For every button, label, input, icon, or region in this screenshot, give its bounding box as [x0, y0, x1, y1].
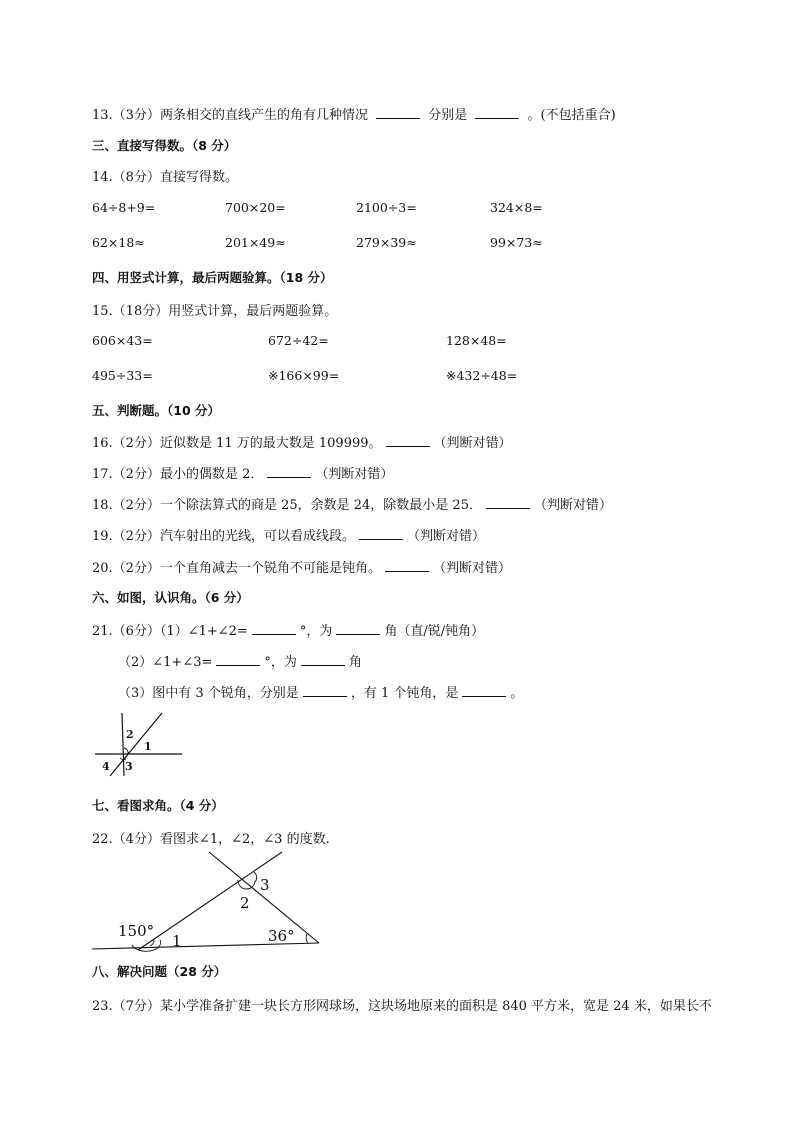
vertical-calc-item: ※166×99=	[268, 368, 340, 383]
answer-blank[interactable]	[359, 527, 403, 540]
calc-item: 64÷8+9=	[92, 200, 156, 215]
calc-item: 99×73≈	[490, 235, 543, 250]
vertical-calc-item: ※432÷48=	[446, 368, 518, 383]
q17-suffix: （判断对错）	[315, 467, 394, 482]
calc-item: 279×39≈	[356, 235, 417, 250]
q19-suffix: （判断对错）	[406, 529, 485, 544]
answer-blank[interactable]	[475, 106, 519, 119]
angle-label-3: 3	[125, 760, 133, 773]
question-19	[92, 525, 485, 544]
question-21-part-1	[92, 620, 484, 639]
answer-blank[interactable]	[301, 653, 345, 666]
right-side-line	[209, 852, 319, 943]
angle-figure-2	[88, 850, 328, 954]
answer-blank[interactable]	[336, 622, 380, 635]
q21a-text: 21.（6分）（1）∠1+∠2=	[92, 624, 248, 639]
angle-label-4: 4	[102, 760, 110, 773]
angle-arc	[124, 748, 128, 754]
section-heading-6: 六、如图，认识角。（6 分）	[92, 590, 249, 605]
question-22: 22.（4分）看图求∠1，∠2，∠3 的度数.	[92, 832, 330, 847]
q20-suffix: （判断对错）	[432, 561, 511, 576]
question-18	[92, 494, 612, 513]
q21b-post: 角	[348, 655, 362, 670]
answer-blank[interactable]	[386, 434, 430, 447]
q21a-mid: °，为	[299, 624, 333, 639]
angle-label-1: 1	[144, 740, 152, 753]
diagonal-line	[110, 713, 162, 776]
calc-item: 2100÷3=	[356, 200, 417, 215]
angle-figure-1	[90, 710, 200, 780]
vertical-calc-item: 606×43=	[92, 333, 153, 348]
angle-arc	[306, 934, 308, 943]
q16-suffix: （判断对错）	[433, 436, 512, 451]
q21b-mid: °，为	[264, 655, 297, 670]
question-20	[92, 557, 511, 576]
angle-label-2: 2	[240, 894, 250, 912]
section-heading-5: 五、判断题。（10 分）	[92, 403, 220, 418]
q16-text: 16.（2分）近似数是 11 万的最大数是 109999。	[92, 436, 382, 451]
q13-text: 13.（3分）两条相交的直线产生的角有几种情况	[92, 108, 368, 123]
question-13	[92, 104, 616, 123]
q21c-post: 。	[510, 686, 524, 701]
angle-label-150: 150°	[118, 922, 155, 940]
vertical-calc-item: 495÷33=	[92, 368, 153, 383]
question-16	[92, 432, 512, 451]
answer-blank[interactable]	[385, 559, 429, 572]
calc-item: 700×20=	[225, 200, 286, 215]
answer-blank[interactable]	[216, 653, 260, 666]
vertical-calc-item: 128×48=	[446, 333, 507, 348]
answer-blank[interactable]	[462, 684, 506, 697]
question-21-part-2	[118, 651, 362, 670]
angle-label-1: 1	[172, 932, 182, 950]
section-heading-7: 七、看图求角。（4 分）	[92, 798, 224, 813]
answer-blank[interactable]	[303, 684, 347, 697]
angle-label-3: 3	[260, 876, 270, 894]
q21b-text: （2）∠1+∠3=	[118, 655, 213, 670]
calc-item: 62×18≈	[92, 235, 145, 250]
answer-blank[interactable]	[486, 496, 530, 509]
q21a-post: 角（直/锐/钝角）	[384, 624, 485, 639]
q18-text: 18.（2分）一个除法算式的商是 25，余数是 24，除数最小是 25．	[92, 498, 482, 513]
answer-blank[interactable]	[252, 622, 296, 635]
vertical-calc-item: 672÷42=	[268, 333, 329, 348]
angle-label-2: 2	[126, 728, 134, 741]
calc-item: 324×8=	[490, 200, 543, 215]
q21c-mid: ，有 1 个钝角，是	[350, 686, 459, 701]
q19-text: 19.（2分）汽车射出的光线，可以看成线段。	[92, 529, 355, 544]
question-23: 23.（7分）某小学准备扩建一块长方形网球场，这块场地原来的面积是 840 平方米，宽是 24 米，如果长不	[92, 999, 712, 1014]
left-side-line	[138, 852, 282, 950]
calc-item: 201×49≈	[225, 235, 286, 250]
answer-blank[interactable]	[267, 465, 311, 478]
q20-text: 20.（2分）一个直角减去一个锐角不可能是钝角。	[92, 561, 381, 576]
q17-text: 17.（2分）最小的偶数是 2．	[92, 467, 264, 482]
q21c-text: （3）图中有 3 个锐角，分别是	[118, 686, 299, 701]
question-14: 14.（8分）直接写得数。	[92, 170, 238, 185]
section-heading-4: 四、用竖式计算，最后两题验算。（18 分）	[92, 270, 333, 285]
question-15: 15.（18分）用竖式计算，最后两题验算。	[92, 304, 338, 319]
q13-text-post: 。(不包括重合)	[527, 108, 616, 123]
section-heading-3: 三、直接写得数。（8 分）	[92, 138, 237, 153]
angle-arc	[132, 940, 161, 951]
answer-blank[interactable]	[376, 106, 420, 119]
vertical-line	[122, 713, 124, 776]
q18-suffix: （判断对错）	[533, 498, 612, 513]
q13-text-mid: 分别是	[428, 108, 468, 123]
question-21-part-3	[118, 682, 523, 701]
question-17	[92, 463, 393, 482]
angle-arc	[254, 872, 257, 882]
angle-label-36: 36°	[268, 927, 295, 945]
section-heading-8: 八、解决问题（28 分）	[92, 964, 227, 979]
